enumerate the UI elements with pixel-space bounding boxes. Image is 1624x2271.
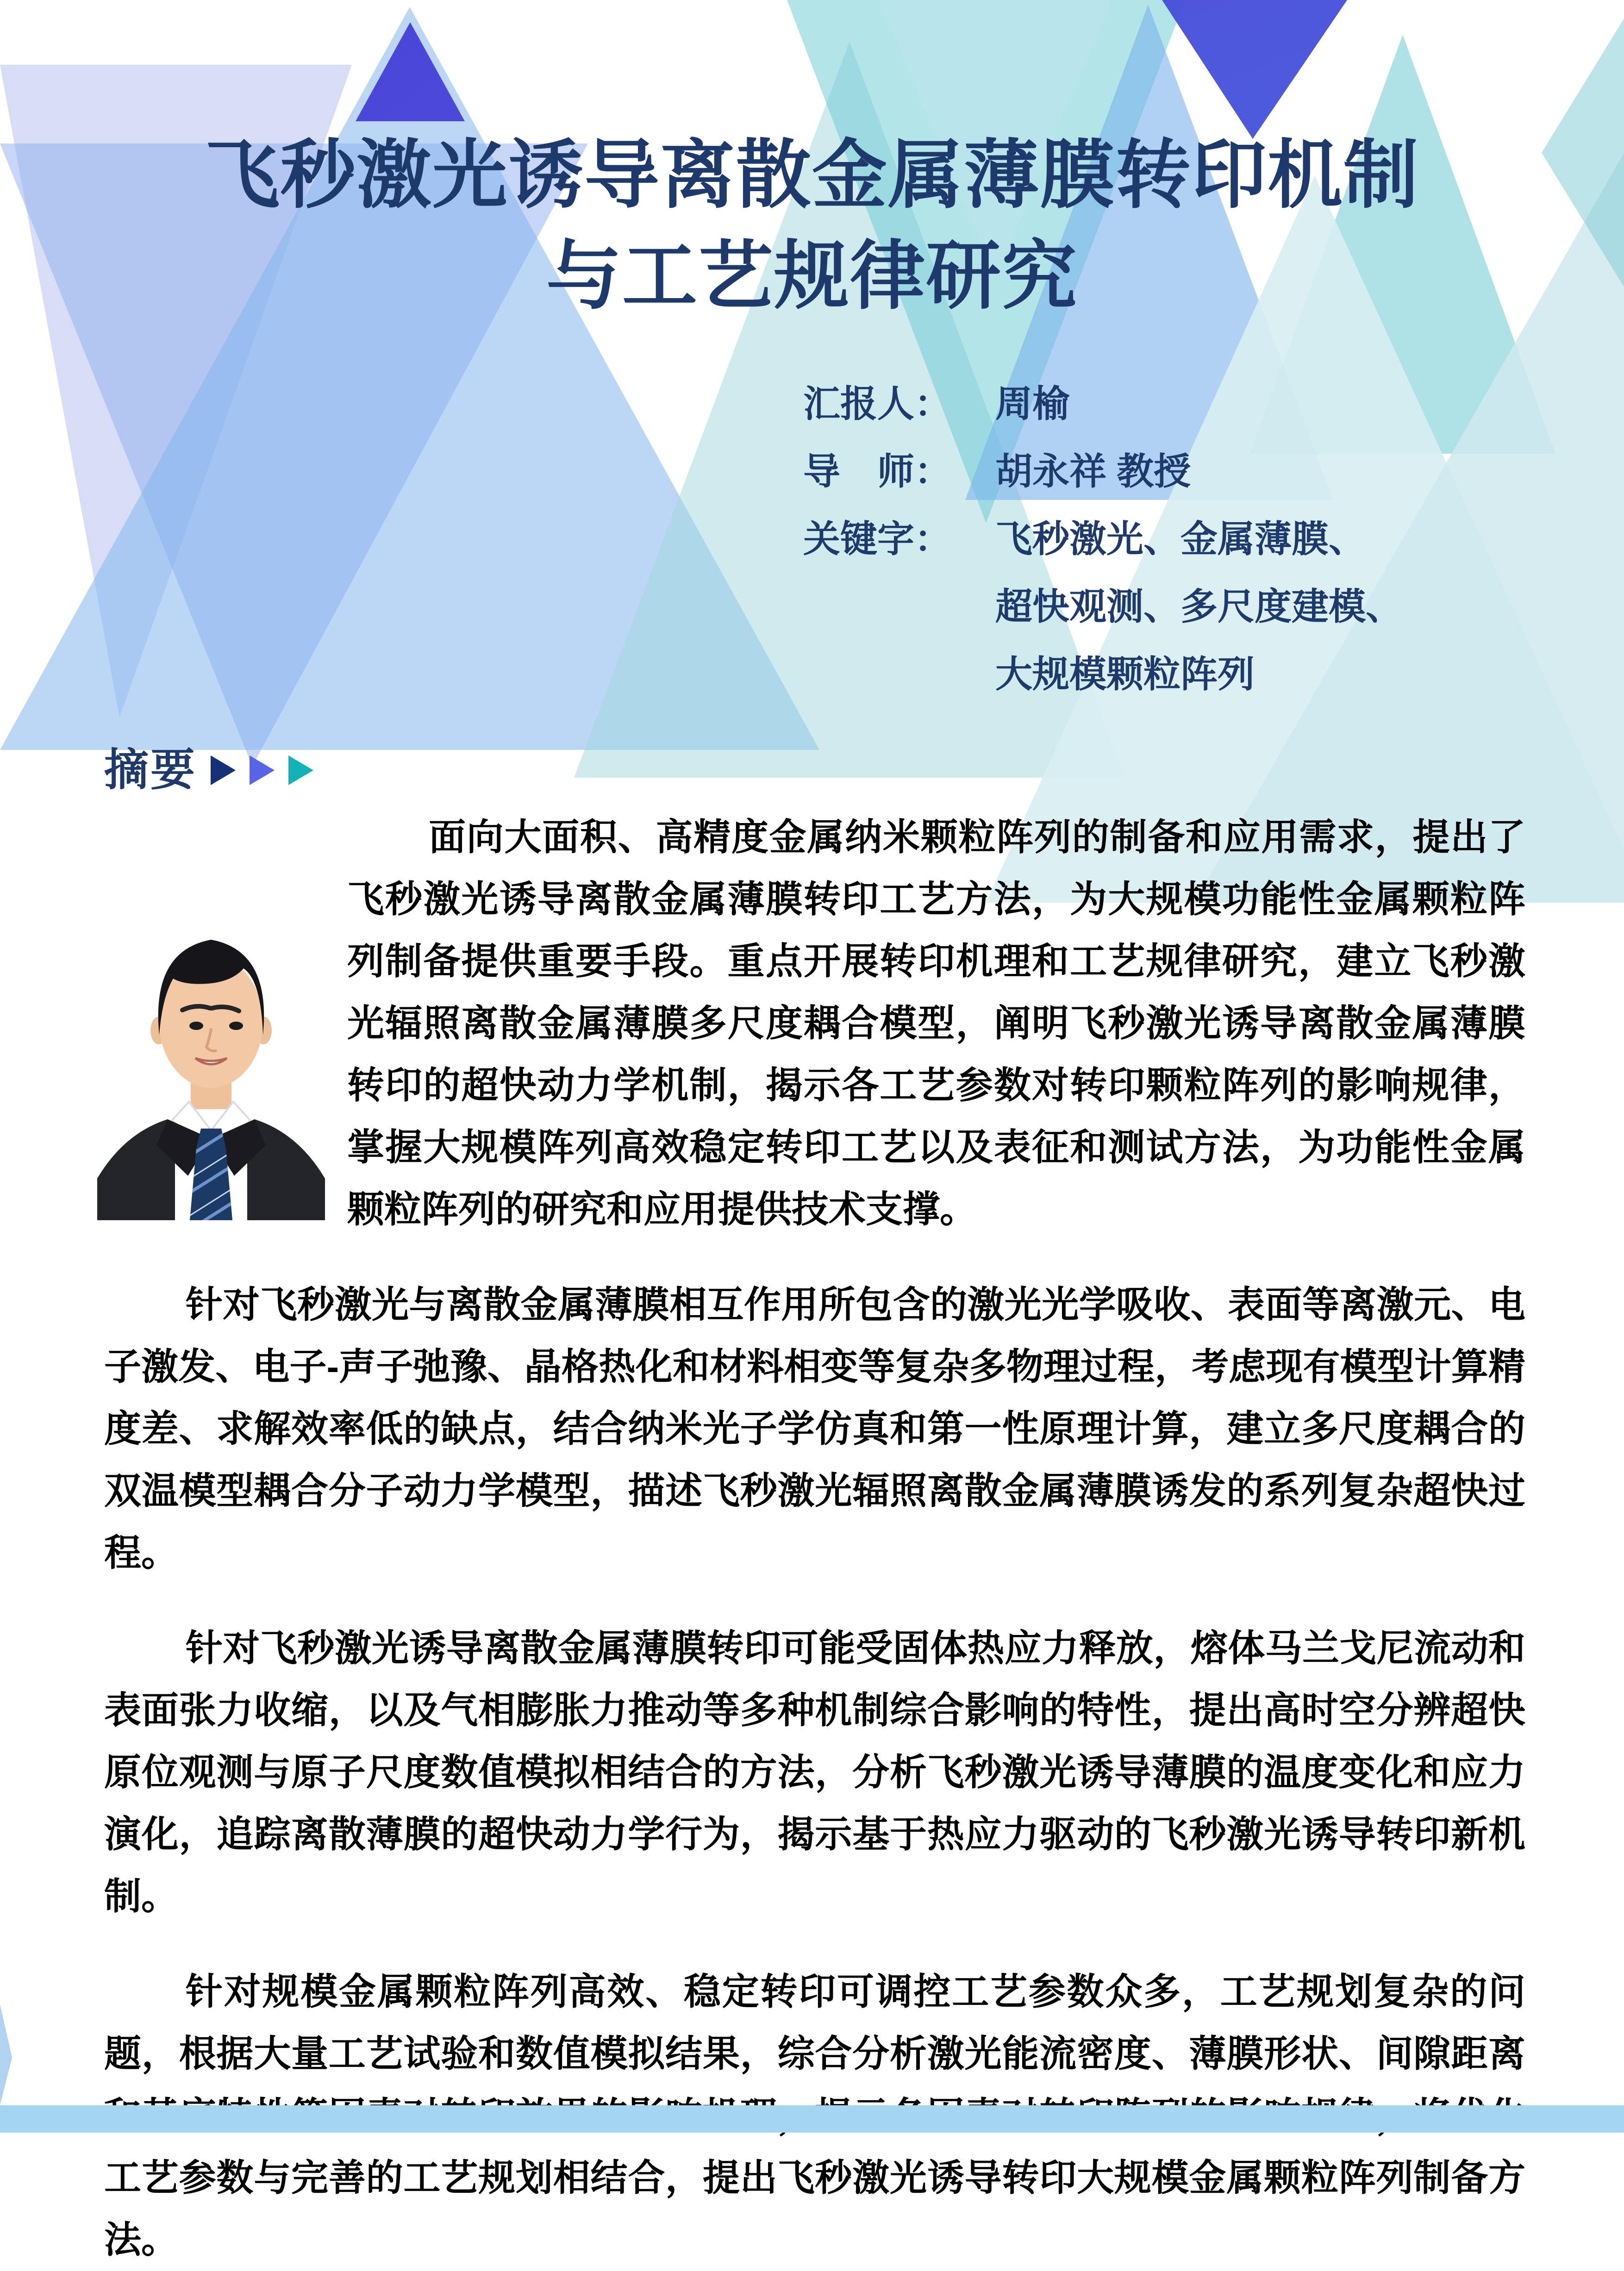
presenter-info [803, 370, 1403, 708]
keywords-line3: 大规模颗粒阵列 [995, 654, 1255, 695]
footer-band [0, 2105, 1624, 2133]
poster-title [0, 125, 1624, 327]
abstract-paragraph: 针对飞秒激光与离散金属薄膜相互作用所包含的激光光学吸收、表面等离激元、电子激发、电子-声子弛豫、晶格热化和材料相变等复杂多物理过程，考虑现有模型计算精度差、求解效率低的缺点，结合纳米光子学仿真和第一性原理计算，建立多尺度耦合的双温模型耦合分子动力学模型，描述飞秒激光辐照离散金属薄膜诱发的系列复杂超快过程。 [104, 1284, 1525, 1573]
advisor-row [803, 438, 1403, 505]
keywords-row [803, 573, 1403, 641]
abstract-paragraph: 针对飞秒激光诱导离散金属薄膜转印可能受固体热应力释放，熔体马兰戈尼流动和表面张力收缩，以及气相膨胀力推动等多种机制综合影响的特性，提出高时空分辨超快原位观测与原子尺度数值模拟相结合的方法，分析飞秒激光诱导薄膜的温度变化和应力演化，追踪离散薄膜的超快动力学行为，揭示基于热应力驱动的飞秒激光诱导转印新机制。 [104, 1628, 1525, 1917]
keywords-row [803, 641, 1403, 708]
poster-title-line1: 飞秒激光诱导离散金属薄膜转印机制 [205, 133, 1419, 217]
advisor-name: 胡永祥 教授 [995, 451, 1191, 492]
triangle-arrow-icon [288, 755, 313, 785]
reporter-row [803, 370, 1403, 438]
keywords-label: 关键字： [803, 518, 951, 560]
reporter-name: 周榆 [995, 383, 1069, 424]
keywords-line2: 超快观测、多尺度建模、 [995, 586, 1403, 627]
presenter-photo [97, 911, 325, 1220]
poster-title-line2: 与工艺规律研究 [546, 234, 1078, 318]
abstract-paragraph: 针对规模金属颗粒阵列高效、稳定转印可调控工艺参数众多，工艺规划复杂的问题，根据大量工艺试验和数值模拟结果，综合分析激光能流密度、薄膜形状、间隙距离 工艺参数与完善的工艺规划相结合，提出飞秒激光诱导转印大规模金属颗粒阵列制备方法。 [104, 1971, 1525, 2260]
abstract-heading [104, 746, 313, 794]
reporter-label: 汇报人： [803, 383, 951, 424]
abstract-paragraph: 面向大面积、高精度金属纳米颗粒阵列的制备和应用需求，提出了飞秒激光诱导离散金属薄膜转印工艺方法，为大规模功能性金属颗粒阵列制备提供重要手段。重点开展转印机理和工艺规律研究，建立飞秒激光辐照离散金属薄膜多尺度耦合模型，阐明飞秒激光诱导离散金属薄膜转印的超快动力学机制，揭示各工艺参数对转印颗粒阵列的影响规律，掌握大规模阵列高效稳定转印工艺以及表征和测试方法，为功能性金属颗粒阵列的研究和应用提供技术支撑。 [347, 817, 1525, 1230]
keywords-row [803, 505, 1403, 573]
keywords-line1: 飞秒激光、金属薄膜、 [995, 518, 1366, 560]
advisor-label: 导 师： [803, 451, 951, 492]
portrait-illustration [97, 911, 325, 1220]
abstract-heading-text: 摘要 [104, 745, 197, 795]
triangle-arrow-icon [211, 755, 236, 785]
triangle-arrow-icon [250, 755, 275, 785]
